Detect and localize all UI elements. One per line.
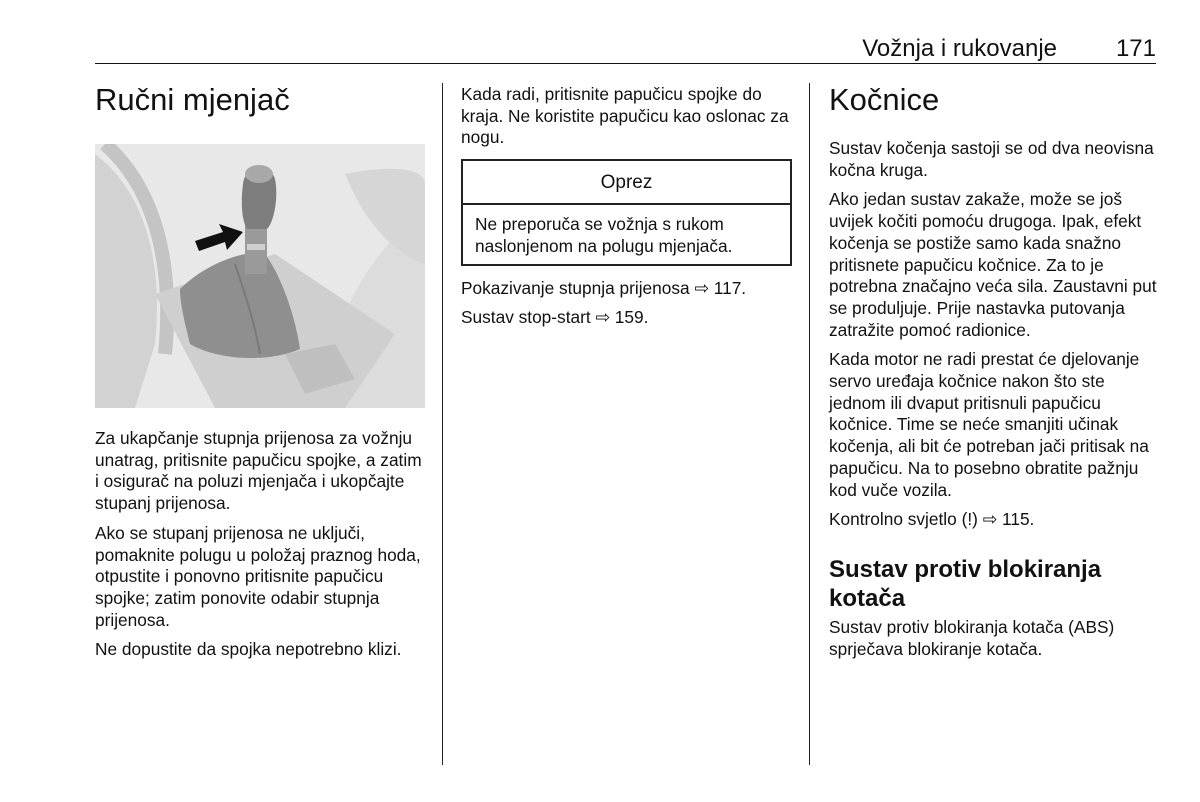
- caution-box: [461, 159, 792, 265]
- brakes-paragraph-3: Kada motor ne radi prestat će djelovanje servo uređaja kočnice nakon što ste jednom ili dvaput pritisnuli papučicu kočnice. Time se neće smanjiti učinak kočenja, ali bit će potreban jači pritisak na papučicu. Na to posebno obratite pažnju kod vuče vozila.: [829, 349, 1149, 500]
- column-brakes: [829, 80, 1159, 668]
- section-heading: Ručni mjenjač: [95, 82, 290, 117]
- column-clutch: [461, 84, 791, 337]
- page-number: 171: [1115, 35, 1156, 62]
- section-heading: Kočnice: [829, 82, 940, 117]
- xref-page: 115.: [1002, 509, 1035, 530]
- xref-stop-start[interactable]: Sustav stop-start ⇨ 159.: [461, 307, 649, 328]
- xref-arrow-icon: ⇨: [982, 509, 998, 530]
- gear-lever-illustration: [95, 144, 425, 408]
- caution-title: Oprez: [463, 161, 790, 205]
- header-rule: [95, 63, 1156, 64]
- xref-arrow-icon: ⇨: [595, 307, 610, 328]
- clutch-intro: Kada radi, pritisnite papučicu spojke do kraja. Ne koristite papučicu kao oslonac za nogu.: [461, 84, 789, 148]
- brakes-paragraph-1: Sustav kočenja sastoji se od dva neovisna kočna kruga.: [829, 138, 1154, 180]
- abs-paragraph: Sustav protiv blokiranja kotača (ABS) sprječava blokiranje kotača.: [829, 616, 1115, 659]
- xref-arrow-icon: ⇨: [694, 277, 709, 298]
- column-divider-1: [442, 83, 443, 765]
- running-header-title: Vožnja i rukovanje: [862, 35, 1057, 62]
- paragraph-1: Za ukapčanje stupnja prijenosa za vožnju unatrag, pritisnite papučicu spojke, a zatim i osigurač na poluzi mjenjača i ukopčajte stupanj prijenosa.: [95, 428, 422, 514]
- xref-page: 117.: [713, 277, 747, 298]
- caution-text: Ne preporuča se vožnja s rukom naslonjenom na polugu mjenjača.: [475, 214, 733, 256]
- xref-brake-warning-lamp[interactable]: Kontrolno svjetlo (!) ⇨ 115.: [829, 509, 1035, 530]
- column-divider-2: [809, 83, 810, 765]
- xref-gear-indicator[interactable]: Pokazivanje stupnja prijenosa ⇨ 117.: [461, 277, 747, 298]
- subsection-heading: Sustav protiv blokiranja kotača: [829, 555, 1102, 612]
- brake-warning-lamp-icon: (!): [961, 509, 978, 530]
- brakes-paragraph-2: Ako jedan sustav zakaže, može se još uvijek kočiti pomoću drugoga. Ipak, efekt kočenja se postiže samo kada snažno pritisnete papučicu kočnice. Za to je potrebna značajno veća sila. Zaustavni put se produljuje. Prije nastavka putovanja zatražite pomoć radionice.: [829, 189, 1157, 340]
- paragraph-3: Ne dopustite da spojka nepotrebno klizi.: [95, 639, 402, 660]
- paragraph-2: Ako se stupanj prijenosa ne uključi, pomaknite polugu u položaj praznog hoda, otpustite i ponovno pritisnite papučicu spojke; zatim ponovite odabir stupnja prijenosa.: [95, 522, 421, 630]
- xref-page: 159.: [614, 307, 649, 328]
- column-manual-gearbox: [95, 80, 425, 669]
